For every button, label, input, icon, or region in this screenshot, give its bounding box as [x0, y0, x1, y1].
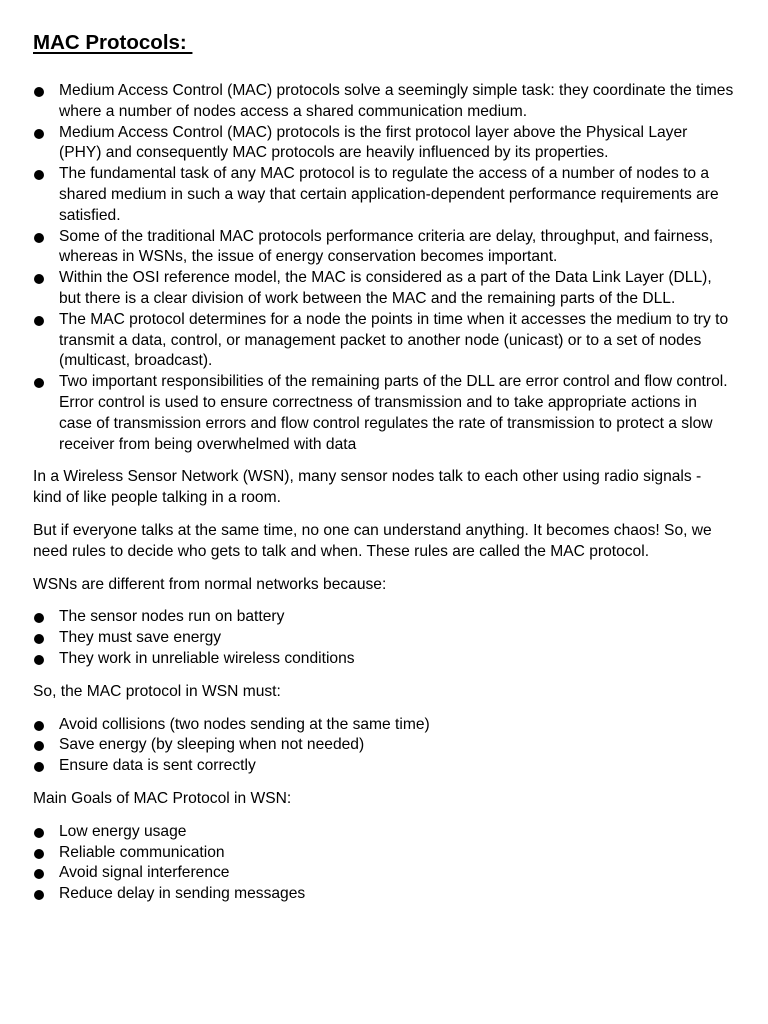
list-item-text: Low energy usage	[59, 822, 187, 840]
bullet-icon	[34, 849, 44, 859]
bullet-icon	[34, 762, 44, 772]
list-item-text: Within the OSI reference model, the MAC is considered as a part of the Data Link Layer (DLL), but there is a clear division of work between the MAC and the remaining parts of the DLL.	[59, 269, 712, 307]
list-item	[33, 649, 734, 670]
list-item	[33, 863, 734, 884]
bullet-icon	[34, 741, 44, 751]
bullet-icon	[34, 721, 44, 731]
list-item-text: Two important responsibilities of the remaining parts of the DLL are error control and flow control. Error control is used to ensure correctness of transmission and to take appropriate actions in case of transmission errors and flow control regulates the rate of transmission to protect a slow receiver from being overwhelmed with data	[59, 373, 728, 453]
list-item-text: They work in unreliable wireless conditions	[59, 649, 355, 667]
paragraph-wsn-intro: In a Wireless Sensor Network (WSN), many sensor nodes talk to each other using radio signals - kind of like people talking in a room.	[33, 468, 702, 507]
list-item	[33, 822, 734, 843]
paragraph-wsn-different: WSNs are different from normal networks because:	[33, 575, 387, 593]
paragraph-main-goals: Main Goals of MAC Protocol in WSN:	[33, 789, 292, 807]
list-item-text: The fundamental task of any MAC protocol is to regulate the access of a number of nodes to a shared medium in such a way that certain application-dependent performance requirements are satisfied.	[59, 165, 719, 224]
list-item-text: Some of the traditional MAC protocols performance criteria are delay, throughput, and fairness, whereas in WSNs, the issue of energy conservation becomes important.	[59, 227, 714, 266]
list-item-text: Medium Access Control (MAC) protocols solve a seemingly simple task: they coordinate the times where a number of nodes access a shared communication medium.	[59, 82, 734, 120]
list-item-text: Ensure data is sent correctly	[59, 757, 256, 775]
list-item	[33, 268, 734, 310]
bullet-icon	[34, 378, 44, 388]
bullet-icon	[34, 890, 44, 900]
paragraph-chaos: But if everyone talks at the same time, no one can understand anything. It becomes chaos! So, we need rules to decide who gets to talk and when. These rules are called the MAC protocol.	[33, 521, 712, 560]
list-item-text: The MAC protocol determines for a node the points in time when it accesses the medium to try to transmit a data, control, or management packet to another node (unicast) or to a set of nodes (multicast, broadcast).	[59, 310, 729, 370]
bullet-icon	[34, 655, 44, 665]
paragraph-mac-must: So, the MAC protocol in WSN must:	[33, 682, 281, 700]
list-item	[33, 756, 734, 777]
bullet-icon	[34, 316, 44, 326]
list-item-text: The sensor nodes run on battery	[59, 608, 285, 626]
different-bullet-list	[33, 607, 734, 669]
bullet-icon	[34, 87, 44, 97]
list-item-text: Avoid signal interference	[59, 864, 230, 882]
list-item	[33, 628, 734, 649]
list-item	[33, 227, 734, 269]
bullet-icon	[34, 170, 44, 180]
list-item-text: Reliable communication	[59, 843, 225, 861]
bullet-icon	[34, 613, 44, 623]
bullet-icon	[34, 233, 44, 243]
bullet-icon	[34, 274, 44, 284]
intro-bullet-list	[33, 81, 734, 455]
must-bullet-list	[33, 715, 734, 777]
list-item	[33, 715, 734, 736]
list-item-text: Reduce delay in sending messages	[59, 885, 306, 903]
bullet-icon	[34, 129, 44, 139]
bullet-icon	[34, 828, 44, 838]
list-item	[33, 310, 734, 372]
page-title: MAC Protocols:	[33, 31, 193, 54]
list-item	[33, 884, 734, 905]
list-item-text: Save energy (by sleeping when not needed)	[59, 736, 365, 754]
list-item-text: Avoid collisions (two nodes sending at the same time)	[59, 715, 430, 733]
list-item	[33, 81, 734, 123]
goals-bullet-list	[33, 822, 734, 905]
list-item	[33, 372, 734, 455]
list-item	[33, 123, 734, 165]
list-item	[33, 607, 734, 628]
list-item-text: They must save energy	[59, 629, 222, 647]
bullet-icon	[34, 634, 44, 644]
list-item	[33, 843, 734, 864]
list-item-text: Medium Access Control (MAC) protocols is the first protocol layer above the Physical Layer (PHY) and consequently MAC protocols are heavily influenced by its properties.	[59, 123, 688, 162]
list-item	[33, 164, 734, 226]
list-item	[33, 735, 734, 756]
bullet-icon	[34, 869, 44, 879]
